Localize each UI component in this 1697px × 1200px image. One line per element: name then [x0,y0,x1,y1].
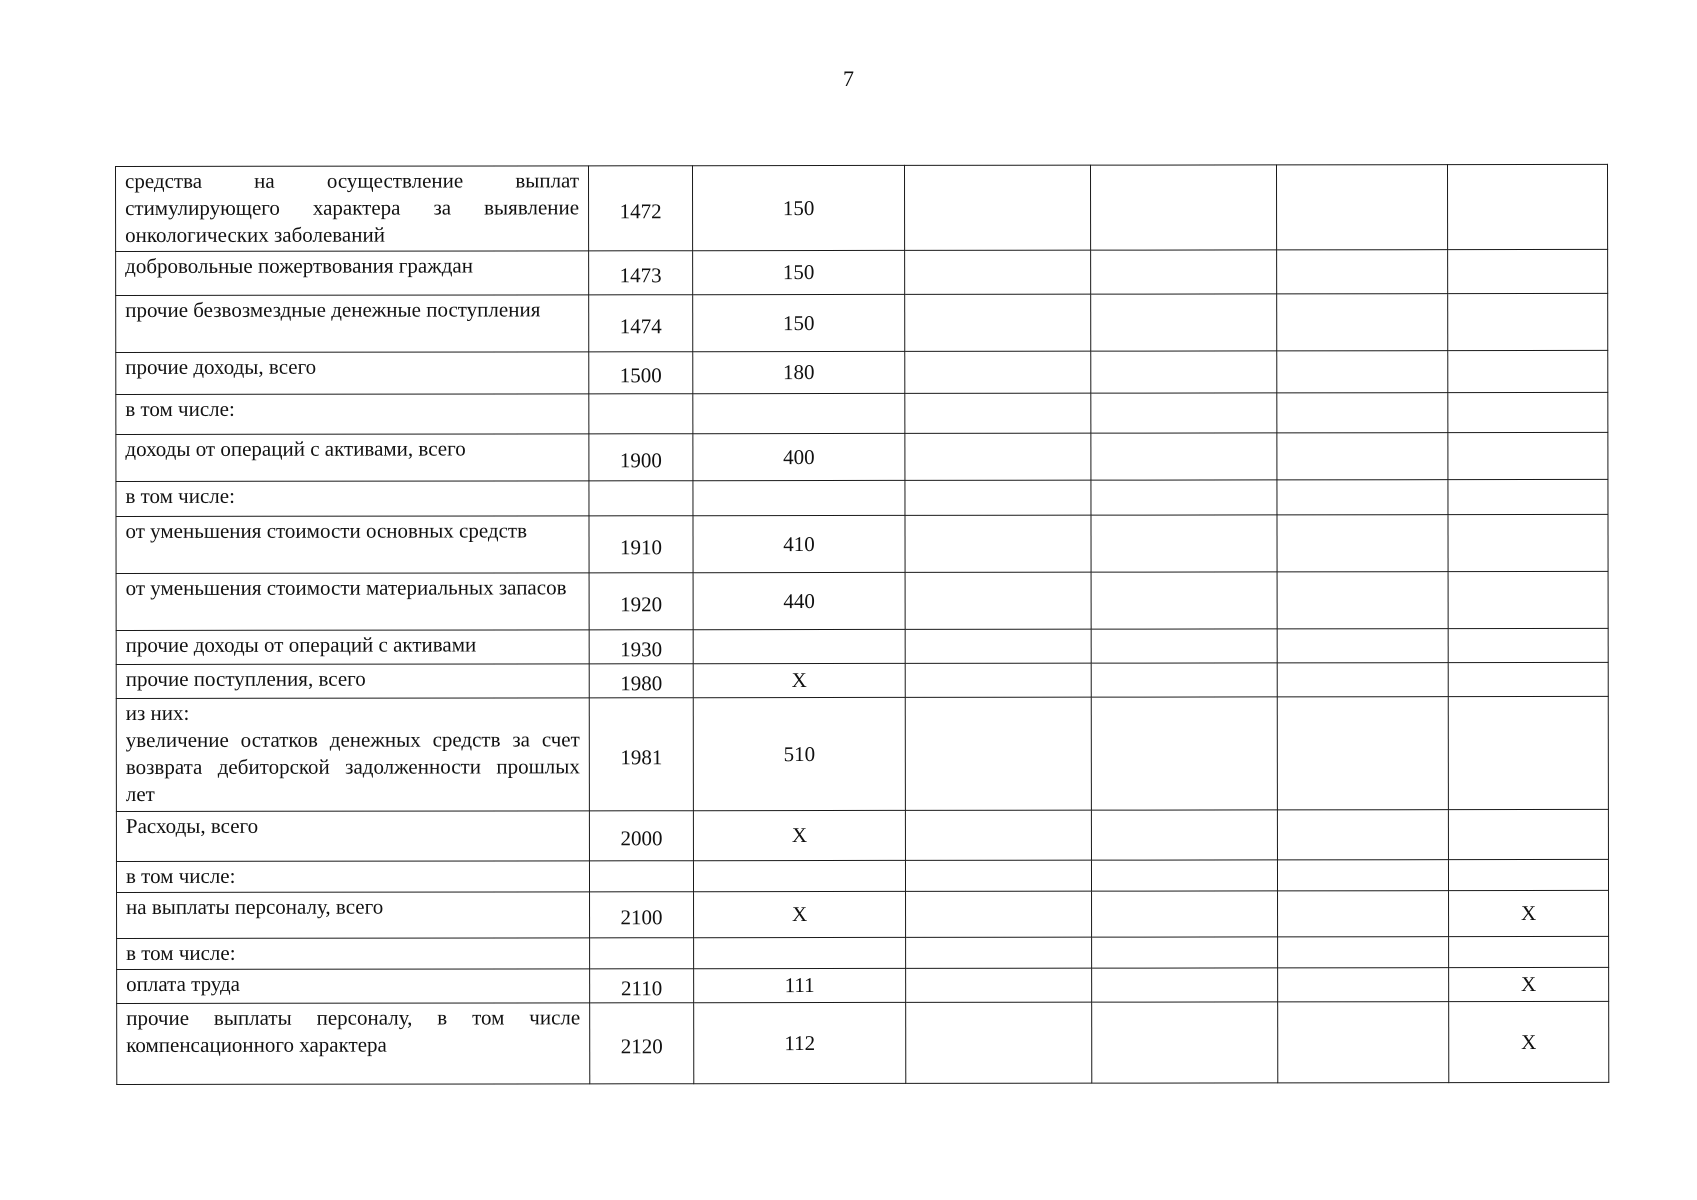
row-classification-code: 150 [693,165,905,250]
row-value-c7 [1448,662,1608,696]
table-row [116,350,1608,394]
row-value-c7 [1448,809,1608,859]
row-value-c5 [1091,860,1277,891]
row-code [589,481,693,516]
row-value-c7 [1448,350,1608,392]
row-value-c6 [1277,294,1448,351]
row-value-c5 [1091,294,1277,351]
table-row [116,571,1608,630]
row-value-c7 [1448,432,1608,479]
row-value-c4 [905,810,1091,860]
row-classification-code [693,480,905,515]
row-description: прочие выплаты персоналу, в том числе компенсационного характера [117,1003,590,1085]
row-value-c4 [905,433,1091,480]
row-value-c4 [905,480,1091,515]
row-value-c7: X [1449,890,1609,936]
row-classification-code: X [693,663,905,697]
row-code [589,861,693,892]
row-value-c4 [905,250,1091,294]
row-value-c6 [1277,351,1448,393]
row-value-c6 [1278,968,1449,1002]
table-row [116,696,1608,811]
row-value-c7 [1448,514,1608,571]
row-value-c7 [1448,249,1608,293]
row-code [590,938,694,969]
row-description: от уменьшения стоимости материальных запасов [116,573,589,631]
row-value-c4 [905,663,1091,697]
row-value-c7 [1449,936,1609,967]
row-description: прочие доходы от операций с активами [116,630,589,665]
row-value-c5 [1091,663,1277,697]
row-description: Расходы, всего [116,811,589,862]
row-classification-code: 150 [693,250,905,294]
row-value-c4 [906,968,1092,1002]
row-value-c5 [1091,810,1277,860]
row-value-c5 [1091,393,1277,433]
table-row [117,890,1609,938]
row-value-c4 [905,393,1091,433]
row-value-c5 [1092,1002,1278,1083]
row-value-c7 [1448,293,1608,350]
row-code: 1930 [589,630,693,664]
row-value-c6 [1278,891,1449,937]
row-value-c4 [905,697,1091,810]
row-value-c7: X [1449,1001,1609,1082]
table-row [117,936,1609,969]
row-value-c6 [1277,697,1448,810]
table-row [116,514,1608,573]
table-row [116,809,1608,861]
row-value-c4 [905,294,1091,351]
row-description: в том числе: [117,938,590,970]
row-value-c4 [904,165,1090,250]
row-classification-code [694,937,906,968]
row-classification-code: 400 [693,433,905,480]
table-row [117,1001,1609,1084]
row-value-c5 [1091,433,1277,480]
row-code: 1981 [589,698,693,811]
row-description: на выплаты персоналу, всего [117,892,590,939]
row-value-c4 [905,860,1091,891]
row-code [589,394,693,434]
row-classification-code: X [694,891,906,937]
table-row [116,164,1608,251]
row-value-c7 [1447,164,1607,249]
row-value-c5 [1091,572,1277,629]
row-classification-code [693,629,905,663]
row-value-c4 [905,629,1091,663]
table-row [116,662,1608,698]
row-classification-code: 510 [693,697,905,810]
row-description: прочие доходы, всего [116,352,589,395]
row-description: в том числе: [116,481,589,517]
row-description-line: из них: [125,700,190,725]
row-value-c5 [1090,165,1276,250]
row-value-c5 [1092,891,1278,937]
row-classification-code [693,860,905,891]
row-classification-code: X [693,810,905,860]
row-classification-code: 180 [693,351,905,393]
row-description: прочие безвозмездные денежные поступления [116,295,589,353]
row-value-c7 [1448,859,1608,890]
table-row [116,479,1608,516]
table-row [116,628,1608,664]
row-value-c5 [1091,629,1277,663]
table-row [117,967,1609,1003]
table-body [116,164,1609,1084]
row-value-c7: X [1449,967,1609,1001]
row-description: от уменьшения стоимости основных средств [116,516,589,574]
row-value-c4 [906,1002,1092,1083]
row-value-c7 [1448,479,1608,514]
row-value-c6 [1277,810,1448,860]
row-description: в том числе: [116,861,589,893]
row-code: 1500 [589,352,693,394]
budget-table [115,164,1609,1085]
row-value-c6 [1277,515,1448,572]
row-value-c6 [1277,480,1448,515]
row-description: добровольные пожертвования граждан [116,251,589,296]
row-code: 2120 [590,1003,694,1084]
row-value-c5 [1091,480,1277,515]
row-value-c6 [1277,433,1448,480]
row-description: в том числе: [116,394,589,435]
row-value-c6 [1277,572,1448,629]
row-value-c6 [1277,860,1448,891]
row-code: 1920 [589,573,693,630]
row-value-c5 [1091,515,1277,572]
row-value-c5 [1092,937,1278,968]
row-value-c7 [1448,628,1608,662]
row-code: 1474 [589,295,693,352]
row-classification-code [693,393,905,433]
row-value-c7 [1448,696,1608,809]
table-row [116,293,1608,352]
row-value-c6 [1277,393,1448,433]
table-row [116,859,1608,892]
row-value-c4 [905,572,1091,629]
row-value-c5 [1091,351,1277,393]
row-value-c6 [1276,165,1447,250]
row-code: 1910 [589,516,693,573]
row-value-c5 [1091,250,1277,294]
row-description [116,698,589,812]
page-number: 7 [843,66,854,91]
row-value-c6 [1277,663,1448,697]
row-classification-code: 410 [693,515,905,572]
row-value-c7 [1448,392,1608,432]
row-value-c5 [1091,697,1277,810]
row-value-c6 [1277,250,1448,294]
row-description: средства на осуществление выплат стимулирующего характера за выявление онкологических заболеваний [116,166,589,252]
row-classification-code: 150 [693,294,905,351]
row-classification-code: 112 [694,1002,906,1083]
table-row [116,432,1608,481]
row-code: 2110 [590,969,694,1003]
row-value-c4 [906,891,1092,937]
row-code: 1472 [589,166,693,251]
row-value-c6 [1277,629,1448,663]
table-row [116,249,1608,295]
row-description: оплата труда [117,969,590,1004]
row-description-line: увеличение остатков денежных средств за счет возврата дебиторской задолженности прошлых лет [125,727,580,806]
row-value-c5 [1092,968,1278,1002]
table-row [116,392,1608,434]
row-classification-code: 111 [694,968,906,1002]
row-code: 1980 [589,664,693,698]
row-value-c4 [906,937,1092,968]
row-description: доходы от операций с активами, всего [116,434,589,482]
row-code: 2100 [590,892,694,938]
row-value-c6 [1278,1002,1449,1083]
row-value-c7 [1448,571,1608,628]
row-description: прочие поступления, всего [116,664,589,699]
row-value-c6 [1278,937,1449,968]
row-classification-code: 440 [693,572,905,629]
row-code: 1900 [589,434,693,481]
row-code: 2000 [589,811,693,861]
row-code: 1473 [589,251,693,295]
row-value-c4 [905,515,1091,572]
row-value-c4 [905,351,1091,393]
